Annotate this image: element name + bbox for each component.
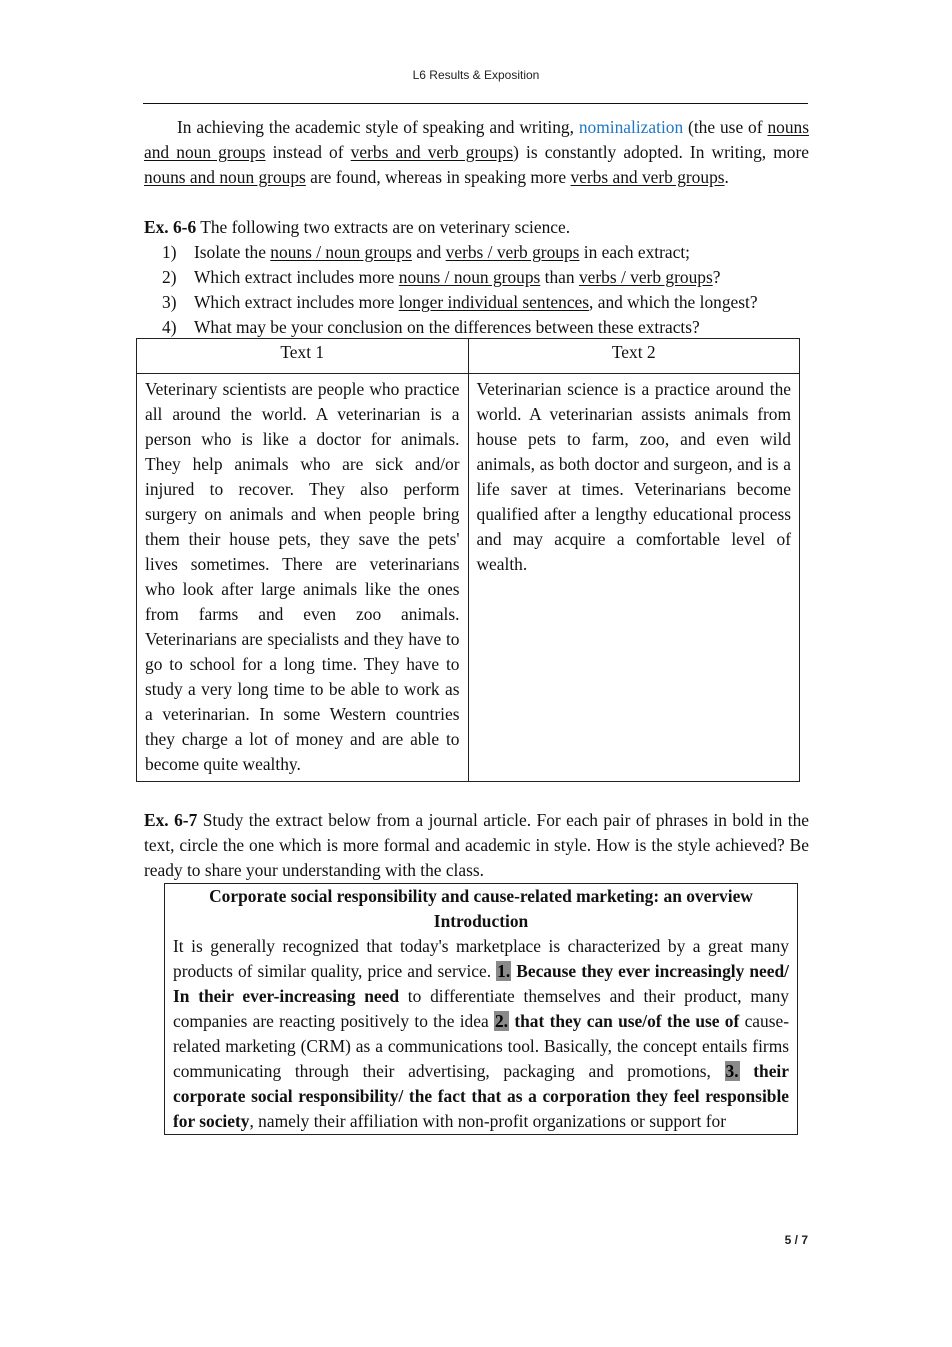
list-item	[144, 290, 809, 315]
intro-text: instead of	[265, 142, 351, 162]
marker-3: 3.	[725, 1061, 739, 1081]
article-text: cause-related marketing (CRM) as a communications tool. Basically, the concept entails firms communicating through their advertising, packaging and promotions,	[173, 1011, 789, 1081]
underlined-term: nouns / noun groups	[398, 267, 541, 287]
intro-text: are found, whereas in speaking more	[305, 167, 571, 187]
item-text: ?	[712, 267, 721, 287]
exercise-instruction: The following two extracts are on veterinary science.	[196, 217, 571, 237]
bold-phrase-pair-3: their corporate social responsibility/ the fact that as a corporation they feel responsible for society	[173, 1061, 789, 1131]
intro-paragraph	[144, 115, 809, 190]
list-item	[144, 315, 809, 340]
item-number: 4)	[162, 317, 177, 337]
page-number: 5 / 7	[784, 1233, 808, 1247]
item-text: Which extract includes more	[194, 267, 399, 287]
underlined-term: verbs / verb groups	[445, 242, 580, 262]
header-rule	[143, 103, 808, 104]
item-text: Which extract includes more	[194, 292, 399, 312]
item-text: , and which the longest?	[589, 292, 758, 312]
extracts-table	[136, 338, 800, 782]
underlined-term: nouns and noun groups	[144, 167, 306, 187]
list-item	[144, 265, 809, 290]
underlined-term: verbs and verb groups	[350, 142, 514, 162]
intro-text: ) is constantly adopted. In writing, more	[513, 142, 809, 162]
exercise-6-7-heading	[144, 808, 809, 883]
item-text: What may be your conclusion on the differences between these extracts?	[194, 317, 700, 337]
item-text: and	[411, 242, 446, 262]
item-number: 1)	[162, 242, 177, 262]
exercise-6-6-heading	[144, 215, 809, 240]
table-header-text-1: Text 1	[137, 339, 469, 374]
exercise-label: Ex. 6-7	[144, 810, 198, 830]
article-text: to differentiate themselves and their product, many companies are reacting positively to the idea	[173, 986, 790, 1031]
page-content	[144, 115, 809, 1135]
nominalization-term: nominalization	[578, 117, 684, 137]
item-number: 2)	[162, 267, 177, 287]
item-text: Isolate the	[194, 242, 271, 262]
bold-phrase-pair-1: Because they ever increasingly need/ In their ever-increasing need	[173, 961, 789, 1006]
list-item	[144, 240, 809, 265]
article-text: It is generally recognized that today's marketplace is characterized by a great many products of similar quality, price and service.	[173, 936, 789, 981]
exercise-instruction: Study the extract below from a journal article. For each pair of phrases in bold in the text, circle the one which is more formal and academic in style. How is the style achieved? Be ready to share your understanding with the class.	[144, 810, 810, 880]
page-header: L6 Results & Exposition	[412, 68, 540, 82]
intro-text: .	[724, 167, 729, 187]
table-header-text-2: Text 2	[468, 339, 800, 374]
bold-phrase-pair-2: that they can use/of the use of	[509, 1011, 740, 1031]
article-body	[173, 934, 789, 1134]
extract-text-1: Veterinary scientists are people who practice all around the world. A veterinarian is a person who is like a doctor for animals. They help animals who are sick and/or injured to recover. They also perform surgery on animals and when people bring them their house pets, they save the pets' lives sometimes. There are veterinarians who look after large animals like the ones from farms and even zoo animals. Veterinarians are specialists and they have to go to school for a long time. They have to study a very long time to be able to work as a veterinarian. In some Western countries they charge a lot of money and are able to become quite wealthy.	[137, 374, 469, 782]
intro-text: (the use of	[683, 117, 768, 137]
underlined-term: verbs and verb groups	[570, 167, 725, 187]
article-title: Corporate social responsibility and cause-related marketing: an overview	[209, 886, 753, 906]
item-number: 3)	[162, 292, 177, 312]
article-text: , namely their affiliation with non-profit organizations or support for	[249, 1111, 726, 1131]
underlined-term: verbs / verb groups	[578, 267, 713, 287]
extract-text-2: Veterinarian science is a practice around the world. A veterinarian assists animals from house pets to farm, zoo, and even wild animals, as both doctor and surgeon, and is a life saver at times. Veterinarians become qualified after a lengthy educational process and may acquire a comfortable level of wealth.	[468, 374, 800, 782]
underlined-term: nouns / noun groups	[270, 242, 412, 262]
intro-text: In achieving the academic style of speaking and writing,	[177, 117, 579, 137]
item-text: in each extract;	[579, 242, 691, 262]
article-subtitle: Introduction	[433, 911, 529, 931]
marker-2: 2.	[494, 1011, 509, 1031]
journal-extract-box	[164, 883, 798, 1135]
marker-1: 1.	[497, 961, 511, 981]
exercise-6-6-questions	[144, 240, 809, 340]
underlined-term: longer individual sentences	[398, 292, 590, 312]
exercise-label: Ex. 6-6	[144, 217, 197, 237]
underlined-term: nouns and noun groups	[144, 117, 809, 162]
item-text: than	[540, 267, 579, 287]
